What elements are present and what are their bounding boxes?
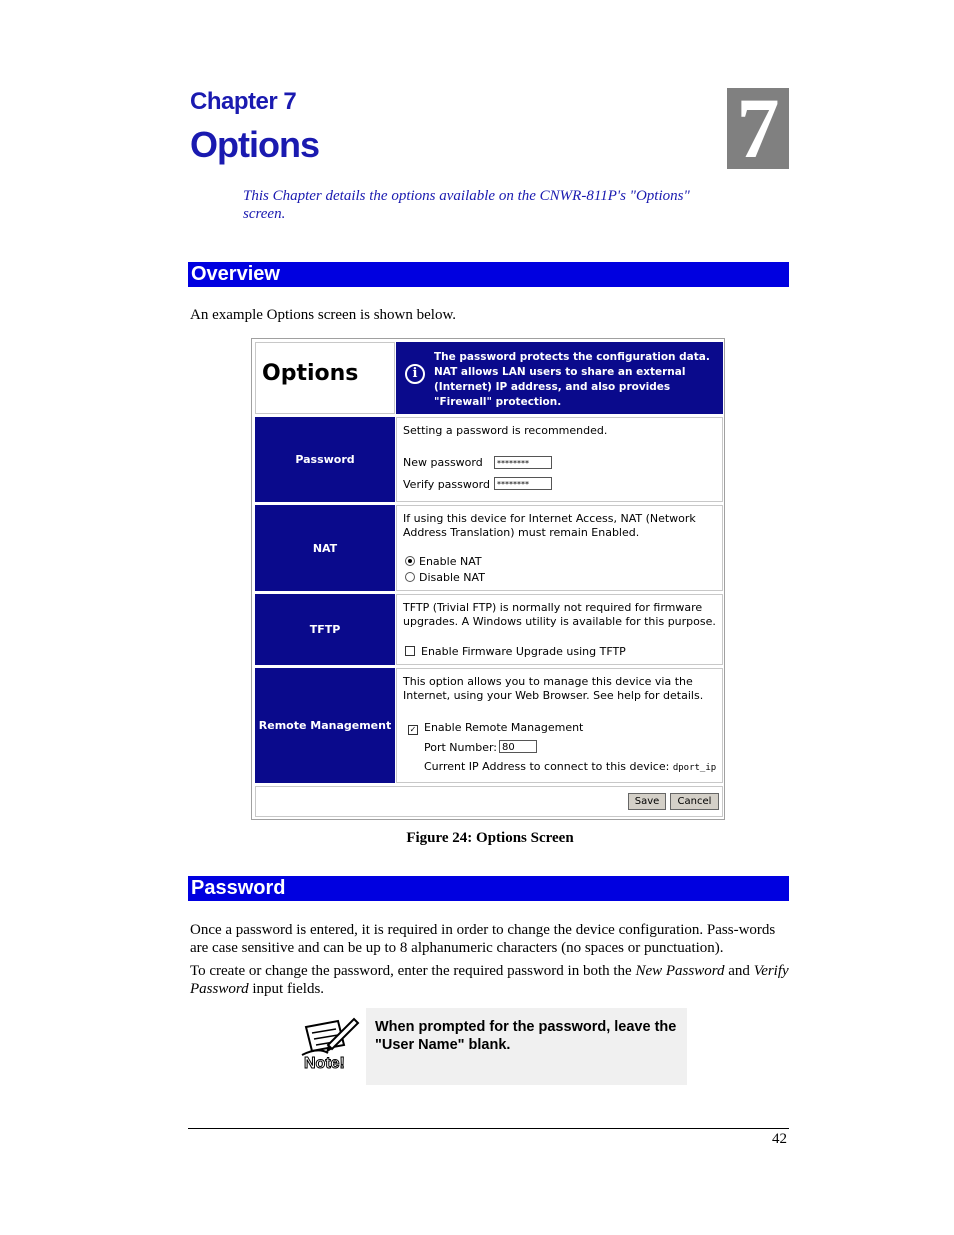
password-paragraph-2 [190, 962, 790, 998]
para2-emphasis-verify-password: Verify Password [190, 963, 789, 997]
remote-row [396, 668, 723, 783]
footer-rule [188, 1128, 789, 1129]
chapter-intro: This Chapter details the options available on the CNWR-811P's "Options" screen. [243, 188, 690, 222]
cancel-button[interactable]: Cancel [670, 793, 719, 810]
nat-row-label: NAT [255, 505, 395, 591]
note-icon-label: Note! [304, 1055, 345, 1072]
remote-row-label: Remote Management [255, 668, 395, 783]
info-icon: i [405, 364, 425, 384]
chapter-label: Chapter 7 [190, 88, 297, 115]
tftp-description: TFTP (Trivial FTP) is normally not required for firmware upgrades. A Windows utility is available for this purpose. [403, 601, 716, 628]
disable-nat-option[interactable] [405, 571, 485, 584]
remote-option[interactable] [408, 721, 583, 734]
overview-text: An example Options screen is shown below. [190, 307, 457, 323]
current-ip-line [424, 760, 716, 773]
para2-text-c: input fields. [248, 981, 325, 997]
options-title-cell [255, 342, 395, 414]
remote-checkbox-label: Enable Remote Management [424, 721, 584, 734]
nat-description: If using this device for Internet Access, NAT (Network Address Translation) must remain Enabled. [403, 512, 696, 539]
disable-nat-label: Disable NAT [419, 571, 485, 584]
options-screen-figure [251, 338, 725, 820]
save-button[interactable]: Save [628, 793, 666, 810]
disable-nat-radio[interactable] [405, 572, 415, 582]
tftp-checkbox-label: Enable Firmware Upgrade using TFTP [421, 645, 626, 658]
para2-emphasis-new-password: New Password [635, 963, 725, 979]
current-ip-value: dport_ip [672, 763, 717, 773]
verify-password-label: Verify password [403, 478, 490, 491]
para2-text-a: To create or change the password, enter the required password in both the [190, 963, 636, 979]
password-row-label: Password [255, 417, 395, 502]
info-text: The password protects the configuration data. NAT allows LAN users to share an external (Internet) IP address, and also provides "Firewall" protection. [434, 351, 710, 408]
enable-nat-radio[interactable] [405, 556, 415, 566]
page-number: 42 [772, 1131, 787, 1147]
info-panel [396, 342, 723, 414]
button-bar [255, 786, 723, 817]
enable-nat-option[interactable] [405, 555, 482, 568]
password-row [396, 417, 723, 502]
tftp-row [396, 594, 723, 665]
overview-heading: Overview [188, 262, 789, 287]
current-ip-label: Current IP Address to connect to this device: [424, 760, 670, 773]
para2-text-b: and [724, 963, 754, 979]
figure-caption: Figure 24: Options Screen [406, 830, 574, 846]
tftp-row-label: TFTP [255, 594, 395, 665]
verify-password-input[interactable]: ******** [494, 477, 552, 490]
tftp-option[interactable] [405, 645, 626, 658]
remote-description: This option allows you to manage this device via the Internet, using your Web Browser. See help for details. [403, 675, 704, 702]
enable-nat-label: Enable NAT [419, 555, 482, 568]
remote-checkbox[interactable]: ✓ [409, 725, 417, 734]
chapter-number-box: 7 [727, 88, 789, 169]
new-password-label: New password [403, 456, 483, 469]
password-note: Setting a password is recommended. [403, 424, 608, 437]
note-pencil-icon [298, 1015, 360, 1075]
chapter-title: Options [190, 124, 319, 165]
password-paragraph-1: Once a password is entered, it is required in order to change the device configuration. Pass-words are case sensitive and can be up to 8 alphanumeric characters (no spaces or punctuation). [190, 922, 776, 956]
port-number-label: Port Number: [424, 741, 498, 754]
tftp-checkbox[interactable] [405, 646, 415, 656]
options-screen-title: Options [262, 361, 359, 386]
password-heading: Password [188, 876, 789, 901]
nat-row [396, 505, 723, 591]
note-text: When prompted for the password, leave the "User Name" blank. [375, 1019, 677, 1053]
new-password-input[interactable]: ******** [494, 456, 552, 469]
port-number-input[interactable]: 80 [499, 740, 537, 753]
